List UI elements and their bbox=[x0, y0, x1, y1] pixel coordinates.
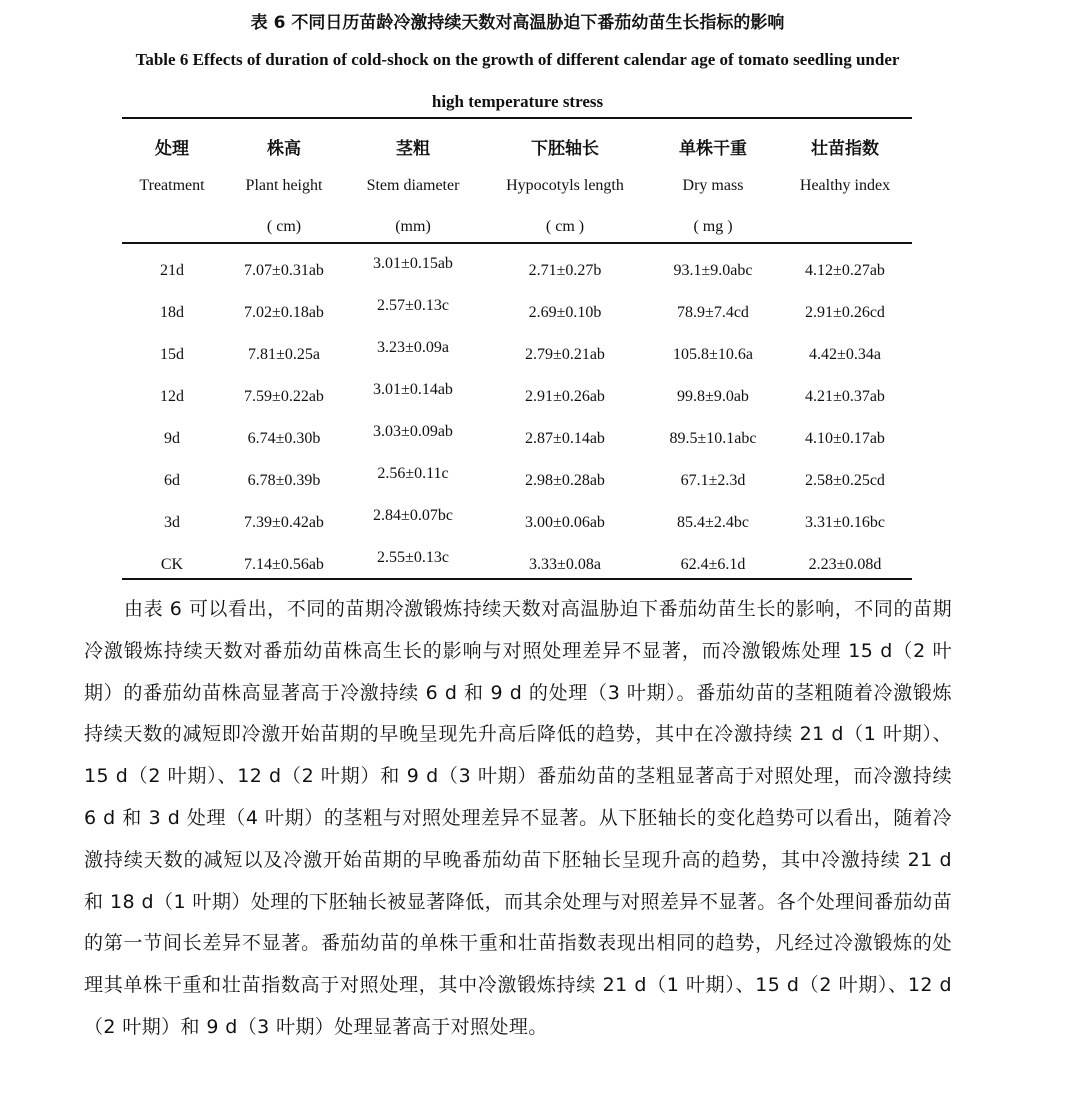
table-cell-hypocotyl-length: 2.87±0.14ab bbox=[525, 430, 605, 447]
table-cell-hypocotyl-length: 2.98±0.28ab bbox=[525, 472, 605, 489]
table-cell-dry-mass: 93.1±9.0abc bbox=[673, 262, 753, 279]
table-cell-stem-diameter: 3.23±0.09a bbox=[377, 339, 449, 356]
table-cell-healthy-index: 4.21±0.37ab bbox=[805, 388, 885, 405]
table-top-rule bbox=[122, 117, 912, 119]
table-cell-plant-height: 7.02±0.18ab bbox=[244, 304, 324, 321]
table-cell-stem-diameter: 2.57±0.13c bbox=[377, 297, 449, 314]
table-cell-healthy-index: 4.12±0.27ab bbox=[805, 262, 885, 279]
table-cell-hypocotyl-length: 2.71±0.27b bbox=[528, 262, 602, 279]
table-cell-hypocotyl-length: 2.69±0.10b bbox=[528, 304, 602, 321]
table-cell-plant-height: 6.74±0.30b bbox=[247, 430, 321, 447]
table-cell-dry-mass: 105.8±10.6a bbox=[673, 346, 753, 363]
table-cell-plant-height: 6.78±0.39b bbox=[247, 472, 321, 489]
table-cell-treatment: 6d bbox=[164, 472, 180, 489]
table-cell-dry-mass: 89.5±10.1abc bbox=[669, 430, 757, 447]
table-cell-healthy-index: 2.58±0.25cd bbox=[805, 472, 885, 489]
table-cell-hypocotyl-length: 2.79±0.21ab bbox=[525, 346, 605, 363]
table-cell-treatment: 12d bbox=[160, 388, 184, 405]
table-cell-stem-diameter: 2.55±0.13c bbox=[377, 549, 449, 566]
table-cell-plant-height: 7.39±0.42ab bbox=[244, 514, 324, 531]
table-cell-treatment: 3d bbox=[164, 514, 180, 531]
header-stem-diameter-en: Stem diameter bbox=[366, 177, 460, 194]
table-cell-healthy-index: 4.10±0.17ab bbox=[805, 430, 885, 447]
table-title-en: Table 6 Effects of duration of cold-shock on the growth of different calendar age of tomato seedling under bbox=[135, 50, 900, 69]
table-cell-stem-diameter: 2.56±0.11c bbox=[377, 465, 449, 482]
table-title-zh: 表 6 不同日历苗龄冷激持续天数对高温胁迫下番茄幼苗生长指标的影响 bbox=[250, 13, 785, 33]
table-cell-hypocotyl-length: 3.33±0.08a bbox=[529, 556, 601, 573]
table-cell-healthy-index: 2.91±0.26cd bbox=[805, 304, 885, 321]
table-cell-stem-diameter: 2.84±0.07bc bbox=[373, 507, 453, 524]
header-treatment-en: Treatment bbox=[139, 177, 205, 194]
table-cell-treatment: CK bbox=[160, 556, 184, 573]
header-stem-diameter-zh: 茎粗 bbox=[396, 139, 430, 159]
header-dry-mass-unit: ( mg ) bbox=[693, 218, 733, 235]
table-cell-stem-diameter: 3.01±0.14ab bbox=[373, 381, 453, 398]
table-title-en-continued: high temperature stress bbox=[431, 92, 604, 111]
header-plant-height-unit: ( cm) bbox=[266, 218, 302, 235]
header-hypocotyl-length-zh: 下胚轴长 bbox=[531, 139, 599, 159]
header-plant-height-en: Plant height bbox=[245, 177, 323, 194]
header-hypocotyl-length-en: Hypocotyls length bbox=[506, 177, 624, 194]
header-healthy-index-zh: 壮苗指数 bbox=[811, 139, 879, 159]
table-cell-dry-mass: 99.8±9.0ab bbox=[677, 388, 749, 405]
table-cell-healthy-index: 2.23±0.08d bbox=[808, 556, 882, 573]
table-cell-dry-mass: 85.4±2.4bc bbox=[677, 514, 749, 531]
table-cell-treatment: 9d bbox=[164, 430, 180, 447]
table-cell-hypocotyl-length: 2.91±0.26ab bbox=[525, 388, 605, 405]
table-cell-dry-mass: 62.4±6.1d bbox=[680, 556, 746, 573]
header-hypocotyl-length-unit: ( cm ) bbox=[545, 218, 585, 235]
table-header-rule bbox=[122, 242, 912, 244]
table-cell-treatment: 21d bbox=[160, 262, 184, 279]
table-cell-treatment: 15d bbox=[160, 346, 184, 363]
header-dry-mass-en: Dry mass bbox=[682, 177, 744, 194]
body-paragraph: 由表 6 可以看出，不同的苗期冷激锻炼持续天数对高温胁迫下番茄幼苗生长的影响，不同的苗期冷激锻炼持续天数对番茄幼苗株高生长的影响与对照处理差异不显著，而冷激锻炼处理 15 d（2 叶期）的番茄幼苗株高显著高于冷激持续 6 d 和 9 d 的处理（3 叶期）。番茄幼苗的茎粗随着冷激锻炼持续天数的减短即冷激开始苗期的早晚呈现先升高后降低的趋势，其中在冷激持续 21 d（1 叶期）、15 d（2 叶期）、12 d（2 叶期）和 9 d（3 叶期）番茄幼苗的茎粗显著高于对照处理，而冷激持续 6 d 和 3 d 处理（4 叶期）的茎粗与对照处理差异不显著。从下胚轴长的变化趋势可以看出，随着冷激持续天数的减短以及冷激开始苗期的早晚番茄幼苗下胚轴长呈现升高的趋势，其中冷激持续 21 d 和 18 d（1 叶期）处理的下胚轴长被显著降低，而其余处理与对照差异不显著。各个处理间番茄幼苗的第一节间长差异不显著。番茄幼苗的单株干重和壮苗指数表现出相同的趋势，凡经过冷激锻炼的处理其单株干重和壮苗指数高于对照处理，其中冷激锻炼持续 21 d（1 叶期）、15 d（2 叶期）、12 d（2 叶期）和 9 d（3 叶期）处理显著高于对照处理。 bbox=[84, 598, 952, 1038]
table-cell-hypocotyl-length: 3.00±0.06ab bbox=[525, 514, 605, 531]
header-stem-diameter-unit: (mm) bbox=[395, 218, 431, 235]
table-cell-plant-height: 7.81±0.25a bbox=[248, 346, 320, 363]
header-treatment-zh: 处理 bbox=[155, 139, 189, 159]
table-cell-plant-height: 7.07±0.31ab bbox=[244, 262, 324, 279]
table-cell-stem-diameter: 3.03±0.09ab bbox=[373, 423, 453, 440]
table-cell-dry-mass: 78.9±7.4cd bbox=[677, 304, 749, 321]
header-healthy-index-en: Healthy index bbox=[799, 177, 891, 194]
table-cell-dry-mass: 67.1±2.3d bbox=[680, 472, 746, 489]
table-cell-healthy-index: 3.31±0.16bc bbox=[805, 514, 885, 531]
header-plant-height-zh: 株高 bbox=[267, 139, 301, 159]
table-bottom-rule bbox=[122, 578, 912, 580]
table-cell-healthy-index: 4.42±0.34a bbox=[809, 346, 881, 363]
table-cell-stem-diameter: 3.01±0.15ab bbox=[373, 255, 453, 272]
table-cell-plant-height: 7.59±0.22ab bbox=[244, 388, 324, 405]
header-dry-mass-zh: 单株干重 bbox=[679, 139, 747, 159]
table-cell-treatment: 18d bbox=[160, 304, 184, 321]
table-cell-plant-height: 7.14±0.56ab bbox=[244, 556, 324, 573]
